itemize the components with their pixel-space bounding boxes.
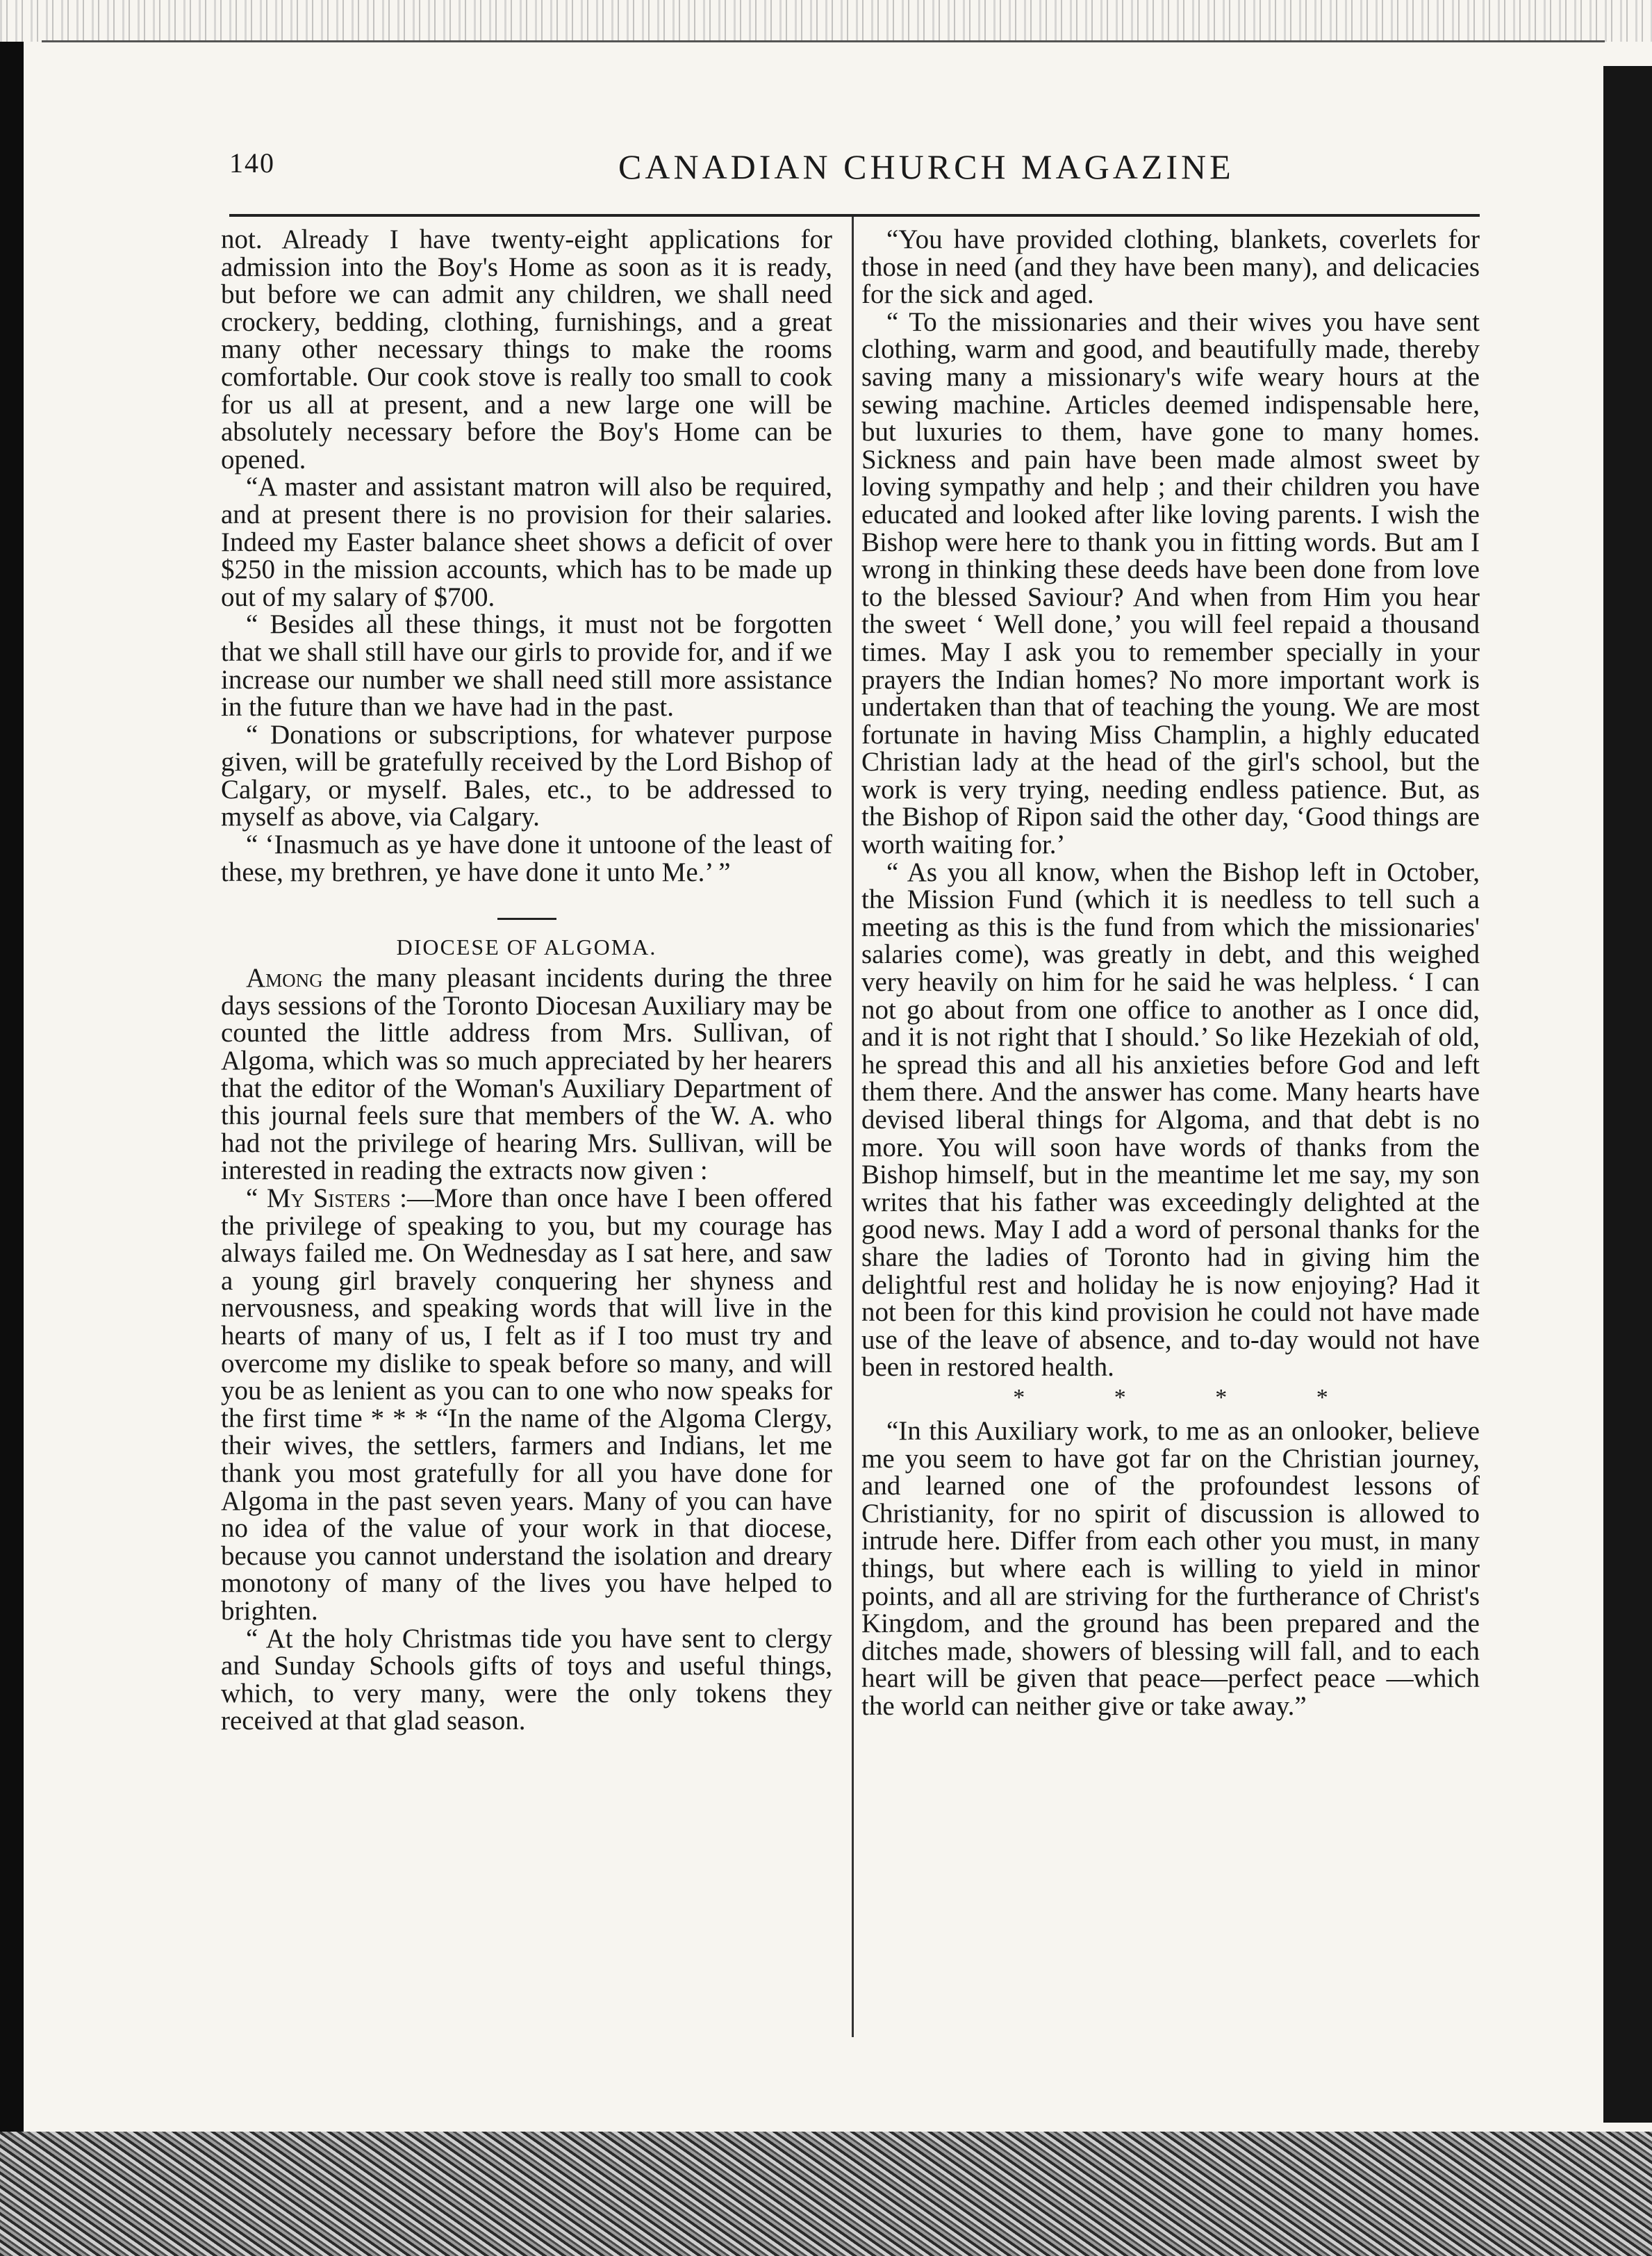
paragraph: “ As you all know, when the Bishop left in October, the Mission Fund (which it is needless to tell such a meeting as this is the fund from which the missionaries' salaries come), was greatly in debt, and this weighed very heavily on him for he said he was helpless. ‘ I can not go about from one office to another as I once did, and it is not right that I should.’ So like Hezekiah of old, he spread this and all his anxieties before God and left them there. And the answer has come. Many hearts have devised liberal things for Algoma, and that debt is no more. You will soon have words of thanks from the Bishop himself, but in the meantime let me say, my son writes that his father was exceedingly delighted at the good news. May I add a word of personal thanks for the share the ladies of Toronto had in giving him the delightful rest and holiday he is now enjoying? Had it not been for this kind provision he could not have made use of the leave of absence, and to-day would not have been in restored health. bbox=[861, 857, 1480, 1383]
paragraph-text: :—More than once have I been offered the privilege of speaking to you, but my courage has always failed me. On Wednesday as I sat here, and saw a young girl bravely conquering her shyness and nervousness, and speaking words that will live in the hearts of many of us, I felt as if I too must try and overcome my dislike to speak before so many, and will you be as lenient as you can to one who now speaks for the first time * * * “In the name of the Algoma Clergy, their wives, the settlers, farmers and Indians, let me thank you most gratefully for all you have done for Algoma in the past seven years. Many of you can have no idea of the value of your work in that diocese, because you cannot understand the isolation and dreary monotony of many of the lives you have helped to brighten. bbox=[221, 1183, 832, 1626]
page-header bbox=[229, 146, 1480, 201]
header-rule bbox=[229, 214, 1480, 217]
running-title: CANADIAN CHURCH MAGAZINE bbox=[618, 147, 1234, 186]
left-column bbox=[221, 226, 832, 1735]
paragraph: “ Donations or subscriptions, for whatever purpose given, will be gratefully received by the Lord Bishop of Calgary, or myself. Bales, etc., to be addressed to myself as above, via Calgary. bbox=[221, 719, 832, 832]
section-rule bbox=[497, 918, 556, 920]
right-column bbox=[861, 226, 1480, 1720]
scan-bottom-edge bbox=[0, 2132, 1652, 2256]
page-number: 140 bbox=[229, 147, 275, 179]
paragraph: “In this Auxiliary work, to me as an onlooker, believe me you seem to have got far on the Christian journey, and learned one of the profoundest lessons of Christianity, for no spirit of discussion is allowed to intrude here. Differ from each other you must, in many things, but where each is willing to yield in minor points, and all are striving for the furtherance of Christ's Kingdom, and the ground has been prepared and the ditches made, showers of blessing will fall, and to each heart will be given that peace—perfect peace —which the world can neither give or take away.” bbox=[861, 1415, 1480, 1721]
section-title: DIOCESE OF ALGOMA. bbox=[396, 934, 657, 960]
scan-left-edge bbox=[0, 42, 24, 2133]
paragraph: “ At the holy Christmas tide you have sent to clergy and Sunday Schools gifts of toys and useful things, which, to very many, were the only tokens they received at that glad season. bbox=[221, 1623, 832, 1736]
paragraph: “ To the missionaries and their wives you have sent clothing, warm and good, and beautifully made, thereby saving many a missionary's wife weary hours at the sewing machine. Articles deemed indispensable here, but luxuries to them, have gone to many homes. Sickness and pain have been made almost sweet by loving sympathy and help ; and their children you have educated and looked after like loving parents. I wish the Bishop were here to thank you in fitting words. But am I wrong in thinking these deeds have been done from love to the blessed Saviour? And when from Him you hear the sweet ‘ Well done,’ you will feel repaid a thousand times. May I ask you to remember specially in your prayers the Indian homes? No more important work is undertaken than that of teaching the young. We are most fortunate in having Miss Champlin, a highly educated Christian lady at the head of the girl's school, but the work is very trying, needing endless patience. But, as the Bishop of Ripon said the other day, ‘Good things are worth waiting for.’ bbox=[861, 306, 1480, 860]
paragraph: “ Besides all these things, it must not be forgotten that we shall still have our girls to provide for, and if we increase our number we shall need still more assistance in the future than we have had in the past. bbox=[221, 609, 832, 723]
section-break-stars: * * * * bbox=[1013, 1384, 1370, 1410]
lead-word: Among bbox=[246, 963, 323, 994]
paragraph bbox=[221, 1185, 832, 1625]
paragraph: “A master and assistant matron will also be required, and at present there is no provision for their salaries. Indeed my Easter balance sheet shows a deficit of over $250 in the mission accounts, which has to be made up out of my salary of $700. bbox=[221, 472, 832, 612]
scan-top-edge bbox=[0, 0, 1652, 42]
column-divider bbox=[852, 217, 854, 2037]
section-diocese-of-algoma bbox=[221, 918, 832, 960]
paragraph: not. Already I have twenty-eight applications for admission into the Boy's Home as soon as it is ready, but before we can admit any children, we shall need crockery, bedding, clothing, furnishings, and a great many other necessary things to make the rooms comfortable. Our cook stove is really too small to cook for us all at present, and a new large one will be absolutely necessary before the Boy's Home can be opened. bbox=[221, 224, 832, 475]
paragraph: “ ‘Inasmuch as ye have done it untoone of the least of these, my brethren, ye have done it unto Me.’ ” bbox=[221, 830, 832, 887]
lead-word: “ My Sisters bbox=[246, 1183, 391, 1213]
paragraph-text: the many pleasant incidents during the three days sessions of the Toronto Diocesan Auxiliary may be counted the little address from Mrs. Sullivan, of Algoma, which was so much appreciated by her hearers that the editor of the Woman's Auxiliary Department of this journal feels sure that members of the W. A. who had not the privilege of hearing Mrs. Sullivan, will be interested in reading the extracts now given : bbox=[221, 963, 832, 1186]
paragraph: “You have provided clothing, blankets, coverlets for those in need (and they have been many), and delicacies for the sick and aged. bbox=[861, 224, 1480, 310]
scan-top-rule bbox=[42, 40, 1605, 42]
scan-right-edge bbox=[1603, 66, 1652, 2123]
paragraph bbox=[221, 964, 832, 1185]
